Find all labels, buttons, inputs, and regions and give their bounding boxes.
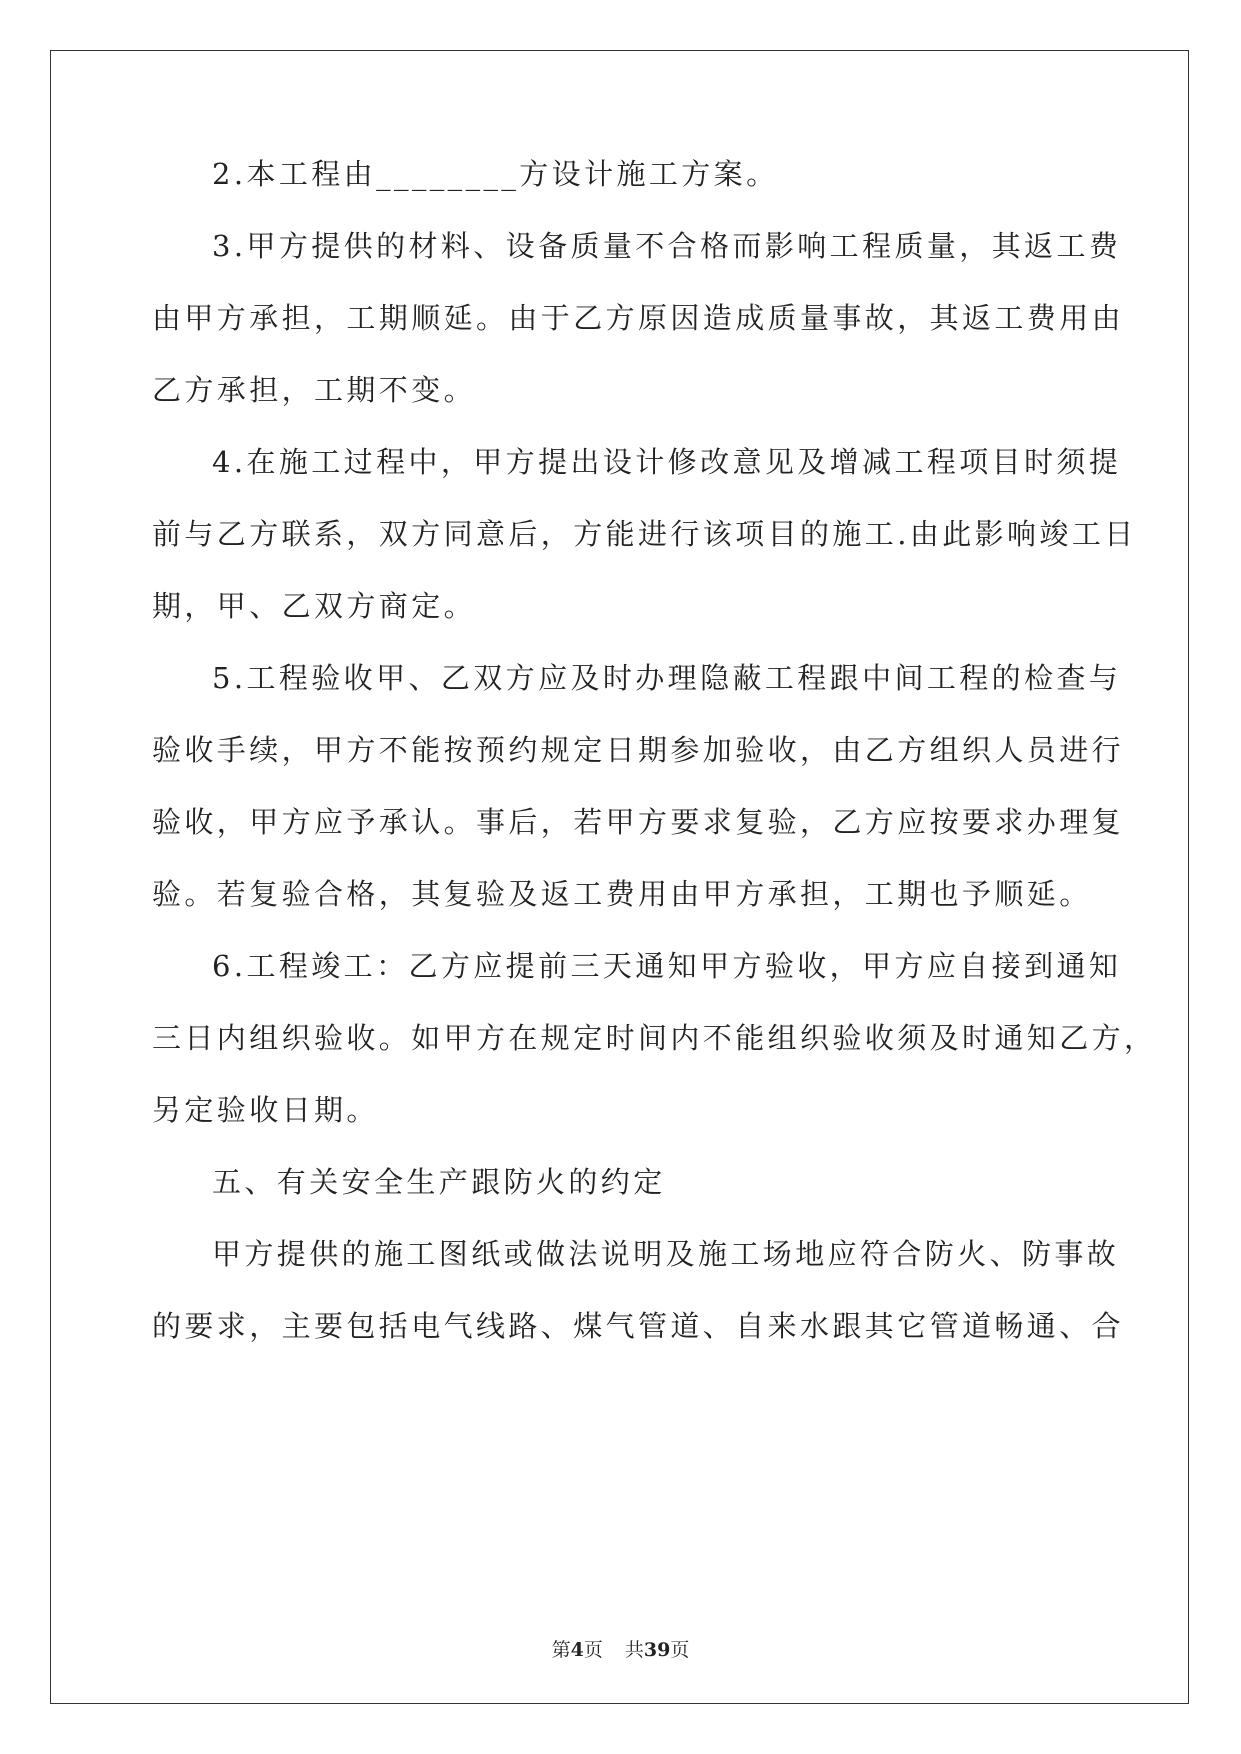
total-pages: 39 [643, 1639, 671, 1661]
text-line: 乙方承担，工期不变。 [152, 373, 477, 407]
page-number: 4 [570, 1639, 584, 1661]
text-line: 验收，甲方应予承认。事后，若甲方要求复验，乙方应按要求办理复 [152, 805, 1125, 839]
text-line: 期，甲、乙双方商定。 [152, 589, 477, 623]
text-line: 的要求，主要包括电气线路、煤气管道、自来水跟其它管道畅通、合 [152, 1309, 1125, 1343]
text-line: 三日内组织验收。如甲方在规定时间内不能组织验收须及时通知乙方， [152, 1021, 1157, 1055]
footer-total-suffix: 页 [670, 1639, 690, 1661]
text-line: 6.工程竣工：乙方应提前三天通知甲方验收，甲方应自接到通知 [212, 949, 1122, 983]
footer-prefix: 第 [551, 1639, 571, 1661]
text-line: 4.在施工过程中，甲方提出设计修改意见及增减工程项目时须提 [212, 445, 1122, 479]
text-line: 另定验收日期。 [152, 1093, 379, 1127]
text-line: 由甲方承担，工期顺延。由于乙方原因造成质量事故，其返工费用由 [152, 301, 1125, 335]
text-line: 验。若复验合格，其复验及返工费用由甲方承担，工期也予顺延。 [152, 877, 1092, 911]
text-line: 验收手续，甲方不能按预约规定日期参加验收，由乙方组织人员进行 [152, 733, 1125, 767]
text-line: 5.工程验收甲、乙双方应及时办理隐蔽工程跟中间工程的检查与 [212, 661, 1122, 695]
page-footer [0, 1638, 1241, 1662]
text-line: 甲方提供的施工图纸或做法说明及施工场地应符合防火、防事故 [212, 1237, 1120, 1271]
text-line: 前与乙方联系，双方同意后，方能进行该项目的施工.由此影响竣工日 [152, 517, 1137, 551]
text-line: 3.甲方提供的材料、设备质量不合格而影响工程质量，其返工费 [212, 229, 1122, 263]
footer-page-suffix: 页 [583, 1639, 603, 1661]
footer-total-prefix: 共 [624, 1639, 644, 1661]
text-line: 2.本工程由________方设计施工方案。 [212, 157, 779, 191]
section-heading: 五、有关安全生产跟防火的约定 [212, 1165, 666, 1199]
